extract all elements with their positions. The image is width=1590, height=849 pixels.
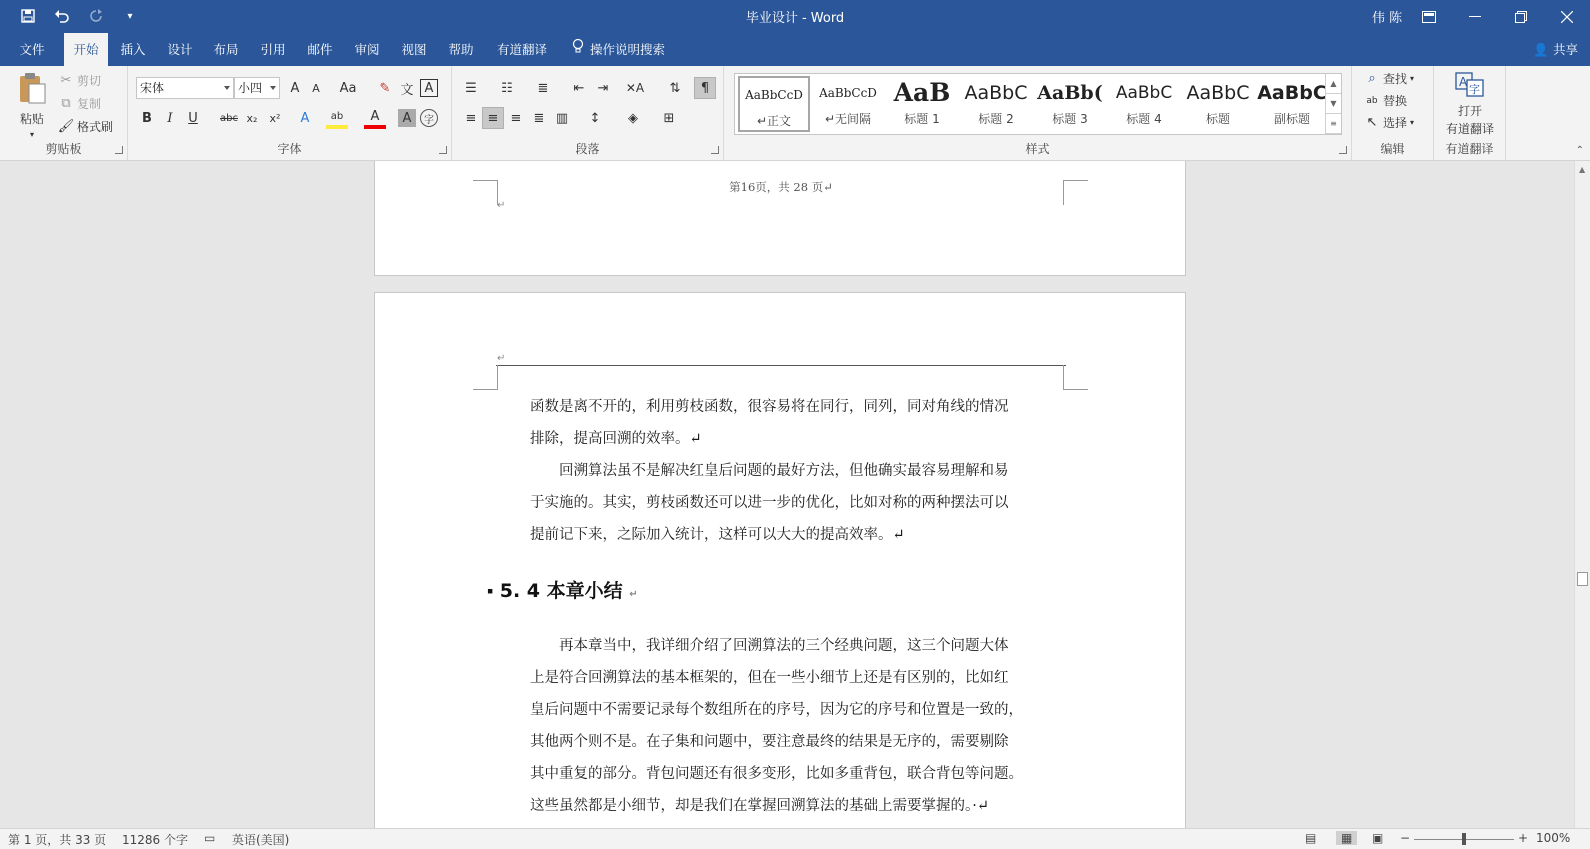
lightbulb-icon	[572, 33, 584, 66]
zoom-slider-thumb[interactable]	[1462, 833, 1466, 845]
underline-icon[interactable]: U	[188, 110, 198, 126]
superscript-icon[interactable]: x²	[269, 111, 281, 125]
svg-text:字: 字	[1469, 83, 1480, 96]
tab-review[interactable]: 审阅	[354, 42, 380, 57]
paste-icon	[17, 72, 47, 107]
style-subtitle[interactable]: AaBbC 副标题	[1257, 82, 1327, 126]
distributed-icon[interactable]: ▥	[555, 110, 569, 126]
clipboard-launcher-icon[interactable]	[115, 146, 123, 154]
align-center-icon[interactable]: ≡	[482, 107, 504, 129]
gallery-more-icon[interactable]: ≡	[1326, 114, 1341, 134]
replace-button[interactable]: ab 替换	[1364, 92, 1407, 109]
chevron-down-icon	[270, 86, 276, 90]
bullets-icon[interactable]: ☰	[465, 80, 477, 96]
chinese-layout-icon[interactable]: ✕A	[625, 81, 645, 95]
strikethrough-icon[interactable]: abc	[220, 112, 238, 124]
document-area[interactable]	[0, 161, 1574, 828]
editing-label: 编辑	[1380, 142, 1405, 156]
paragraph-1[interactable]: 函数是离不开的，利用剪枝函数，很容易将在同行，同列，同对角线的情况 排除，提高回溯的效率。↵	[530, 399, 1009, 447]
bold-icon[interactable]: B	[142, 110, 152, 126]
font-name-combo[interactable]: 宋体	[136, 77, 234, 99]
style-heading-3[interactable]: AaBb( 标题 3	[1037, 82, 1103, 126]
window-controls	[1406, 0, 1590, 33]
svg-text:A: A	[1459, 75, 1468, 89]
header-rule	[496, 365, 1066, 366]
char-border-icon[interactable]: A	[420, 79, 438, 97]
style-normal[interactable]: AaBbCcD ↵正文	[738, 76, 810, 132]
clipboard-group	[0, 66, 128, 160]
editing-group	[1352, 66, 1434, 160]
zoom-out-icon[interactable]: −	[1400, 831, 1411, 845]
tab-youdao[interactable]: 有道翻译	[496, 42, 547, 57]
tab-design[interactable]: 设计	[167, 42, 193, 57]
ribbon-tabs	[0, 33, 1590, 66]
cut-button[interactable]: ✂ 剪切	[58, 72, 101, 89]
copy-icon: ⧉	[61, 96, 71, 111]
shrink-font-icon[interactable]: A	[312, 81, 320, 95]
print-layout-icon[interactable]: ▦	[1336, 831, 1357, 845]
paragraph-group	[452, 66, 724, 160]
decrease-indent-icon[interactable]: ⇤	[573, 80, 585, 96]
paste-button[interactable]: 粘贴 ▾	[12, 72, 52, 139]
tab-insert[interactable]: 插入	[120, 42, 146, 57]
multilevel-list-icon[interactable]: ≣	[537, 80, 549, 96]
vertical-scrollbar[interactable]	[1574, 161, 1590, 828]
align-right-icon[interactable]: ≡	[510, 110, 522, 126]
collapse-ribbon-icon[interactable]: ⌃	[1575, 145, 1584, 156]
customize-icon[interactable]: ▾	[127, 10, 133, 22]
show-marks-icon[interactable]: ¶	[694, 77, 716, 99]
borders-icon[interactable]: ⊞	[663, 110, 675, 126]
clipboard-label: 剪贴板	[45, 142, 82, 156]
justify-icon[interactable]: ≣	[533, 110, 545, 126]
find-button[interactable]: ⌕ 查找 ▾	[1364, 70, 1414, 87]
page-16: 第16页，共 28 页↵ ↵	[374, 161, 1186, 276]
chevron-down-icon	[224, 86, 230, 90]
paragraph-3[interactable]: 再本章当中，我详细介绍了回溯算法的三个经典问题，这三个问题大体 上是符合回溯算法的基本框架的，但在一些小细节上还是有区别的，比如红 皇后问题中不需要记录每个数组所在的序号，因为它的序号和位置是一致的， 其他两个则不是。在子集和问题中，要注意最终的结果是无序的，需要剔除 其中重复的部分。背包问题还有很多变形，比如多重背包，联合背包等问题。 这些虽然都是小细节，却是我们在掌握回溯算法的基础上需要掌握的。·↵	[530, 638, 1023, 814]
font-launcher-icon[interactable]	[439, 146, 447, 154]
tab-home[interactable]: 开始	[64, 33, 108, 66]
user-name[interactable]: 伟 陈	[1372, 11, 1403, 26]
style-heading-2[interactable]: AaBbC 标题 2	[964, 82, 1028, 126]
window-title: 毕业设计 - Word	[745, 11, 845, 26]
zoom-level[interactable]: 100%	[1536, 831, 1571, 845]
page-17: ↵ 函数是离不开的，利用剪枝函数，很容易将在同行，同列，同对角线的情况 排除，提高回溯的效率。↵ 回溯算法虽不是解决红皇后问题的最好方法，但他确实最容易理解和易 于实施的。其实，剪枝函数还可以进一步的优化，比如对称的两种摆法可以 提前记下来，之际加入统计，这样可以大大的提高效率。↵ ▪ 5. 4 本章小结 ↵ 再本章当中，我详细介绍了回溯算法的三个经典问题，这三个问题大体 上是符合回溯算法的基本框架的，但在一些小细节上还是有区别的，比如红 皇后问题中不需要记录每个数组所在的序号，因为它的序号和位置是一致的， 其他两个则不是。在子集和问题中，要注意最终的结果是无序的，需要剔除 其中重复的部分。背包问题还有很多变形，比如多重背包，联合背包等问题。 这些虽然都是小细节，却是我们在掌握回溯算法的基础上需要掌握的。·↵	[374, 292, 1186, 828]
ribbon-display-icon[interactable]	[1406, 0, 1452, 33]
styles-gallery	[734, 73, 1342, 135]
change-case-icon[interactable]: Aa	[339, 80, 357, 96]
highlight-icon[interactable]: ab	[326, 107, 348, 129]
paragraph-label: 段落	[575, 142, 600, 156]
status-bar	[0, 828, 1590, 849]
enclose-char-icon[interactable]: 字	[420, 109, 438, 127]
sort-icon[interactable]: ⇅	[669, 80, 681, 96]
font-color-icon[interactable]: A	[364, 107, 386, 129]
font-group	[128, 66, 452, 160]
paintbrush-icon: 🖌	[57, 119, 75, 134]
numbering-icon[interactable]: ☷	[501, 80, 513, 96]
restore-icon[interactable]	[1498, 0, 1544, 33]
styles-gallery-scroll[interactable]	[1325, 74, 1341, 134]
italic-icon[interactable]: I	[167, 110, 173, 126]
tab-help[interactable]: 帮助	[448, 42, 474, 57]
minimize-icon[interactable]	[1452, 0, 1498, 33]
page-count[interactable]: 第 1 页，共 33 页	[8, 833, 107, 847]
tab-layout[interactable]: 布局	[213, 42, 239, 57]
tab-references[interactable]: 引用	[260, 42, 286, 57]
chevron-down-icon[interactable]: ▼	[1326, 94, 1341, 114]
select-button[interactable]: ↖ 选择 ▾	[1364, 114, 1414, 131]
tab-view[interactable]: 视图	[401, 42, 427, 57]
open-youdao-button[interactable]: A 字 打开 有道翻译	[1440, 72, 1500, 137]
grow-font-icon[interactable]: A	[290, 80, 300, 96]
text-effects-icon[interactable]: A	[300, 110, 310, 126]
styles-launcher-icon[interactable]	[1339, 146, 1347, 154]
close-icon[interactable]	[1544, 0, 1590, 33]
increase-indent-icon[interactable]: ⇥	[597, 80, 609, 96]
translate-icon	[1455, 72, 1485, 101]
style-no-spacing[interactable]: AaBbCcD ↵无间隔	[819, 86, 877, 126]
char-shading-icon[interactable]: A	[398, 109, 416, 127]
shading-icon[interactable]: ◈	[628, 110, 638, 126]
cursor-icon: ↖	[1366, 115, 1378, 130]
subscript-icon[interactable]: x₂	[246, 111, 258, 125]
section-heading[interactable]: ▪ 5. 4 本章小结 ↵	[487, 580, 638, 602]
zoom-in-icon[interactable]: +	[1518, 831, 1529, 845]
align-left-icon[interactable]: ≡	[465, 110, 477, 126]
scissors-icon: ✂	[60, 73, 72, 88]
style-heading-4[interactable]: AaBbC 标题 4	[1115, 83, 1173, 126]
tab-file[interactable]: 文件	[19, 42, 45, 57]
style-heading-1[interactable]: AaB 标题 1	[893, 78, 951, 126]
styles-label: 样式	[1025, 142, 1050, 156]
scroll-thumb[interactable]	[1577, 572, 1588, 586]
page-header: 第16页，共 28 页↵	[729, 180, 833, 194]
read-mode-icon[interactable]: ▤	[1305, 831, 1317, 845]
share-button[interactable]	[1533, 33, 1578, 66]
tab-mailings[interactable]: 邮件	[307, 42, 333, 57]
word-count[interactable]: 11286 个字	[122, 833, 188, 847]
font-label: 字体	[277, 142, 302, 156]
scroll-up-icon[interactable]: ▲	[1579, 165, 1586, 174]
line-spacing-icon[interactable]: ↕	[589, 110, 601, 126]
format-painter-button[interactable]: 🖌 格式刷	[57, 119, 114, 134]
language[interactable]: 英语(美国)	[232, 833, 290, 847]
phonetic-guide-icon[interactable]: 文	[400, 82, 414, 98]
font-size-combo[interactable]: 小四	[234, 77, 280, 99]
youdao-label: 有道翻译	[1445, 142, 1494, 156]
paragraph-2[interactable]: 回溯算法虽不是解决红皇后问题的最好方法，但他确实最容易理解和易 于实施的。其实，剪枝函数还可以进一步的优化，比如对称的两种摆法可以 提前记下来，之际加入统计，这样可以大大的提高效率。↵	[530, 463, 1009, 543]
youdao-group	[1434, 66, 1506, 160]
proofing-icon[interactable]: ▭	[204, 831, 216, 845]
copy-button[interactable]: ⧉ 复制	[58, 95, 101, 112]
search-icon: ⌕	[1368, 71, 1376, 86]
chevron-up-icon[interactable]: ▲	[1326, 74, 1341, 94]
replace-icon: ab	[1366, 95, 1378, 106]
paragraph-launcher-icon[interactable]	[711, 146, 719, 154]
tell-me-label: 操作说明搜索	[590, 42, 666, 57]
ribbon	[0, 66, 1590, 161]
web-layout-icon[interactable]: ▣	[1372, 831, 1384, 845]
clear-format-icon[interactable]: ✎	[379, 80, 391, 96]
tell-me-search[interactable]	[566, 33, 686, 66]
share-label: 共享	[1552, 42, 1578, 57]
person-icon: 👤	[1533, 42, 1549, 57]
title-bar	[0, 0, 1590, 33]
style-title[interactable]: AaBbC 标题	[1186, 82, 1250, 126]
